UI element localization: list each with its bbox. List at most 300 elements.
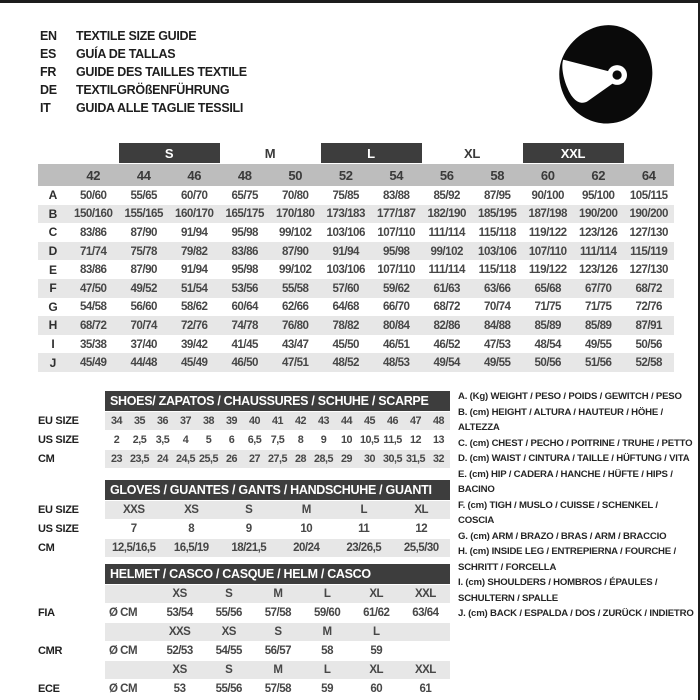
size-value: 37: [179, 415, 191, 427]
row-label: A: [48, 188, 58, 203]
measure-value: 87/91: [635, 318, 662, 332]
measure-value: 105/115: [629, 188, 668, 202]
size-value: 5: [205, 434, 212, 446]
measure-value: 85/89: [584, 318, 612, 332]
gloves-table-row-cm: [38, 539, 450, 557]
size-value: 31,5: [405, 453, 425, 465]
size-column-42: 42: [86, 167, 101, 183]
size-value: 10: [300, 523, 313, 535]
size-value: 61/62: [363, 607, 390, 619]
measure-value: 83/86: [231, 244, 258, 258]
size-value: 24: [156, 453, 168, 465]
measure-value: 70/80: [281, 188, 309, 202]
size-value: [401, 642, 450, 660]
measure-value: 45/49: [79, 356, 107, 370]
row-values: [105, 450, 450, 468]
row-label: EU SIZE: [38, 415, 79, 427]
measure-row-g: [38, 298, 674, 317]
measure-value: 71/75: [534, 300, 561, 314]
measure-value: 75/85: [332, 188, 359, 202]
row-values: [105, 585, 450, 603]
size-value: 25,5: [198, 453, 218, 465]
gloves-table-header: [38, 480, 450, 501]
size-value: 24,5: [175, 453, 195, 465]
lang-code: FR: [40, 65, 57, 79]
measure-value: 47/53: [483, 337, 511, 351]
diameter-prefix: [105, 661, 155, 679]
measure-value: 85/92: [433, 188, 460, 202]
size-value: 6: [228, 434, 235, 446]
measure-value: 170/180: [276, 207, 315, 221]
measure-value: 71/75: [584, 300, 612, 314]
row-label: J: [49, 355, 57, 370]
row-label: CM: [38, 453, 55, 465]
corner-spacer: [38, 164, 68, 186]
measure-value: 91/94: [180, 225, 208, 239]
measure-value: 107/110: [377, 263, 416, 277]
row-values: [105, 431, 450, 449]
size-value: 10,5: [359, 434, 379, 446]
legend-item-b: B. (cm) HEIGHT / ALTURA / HAUTEUR / HÖHE / ALTEZZA: [458, 406, 663, 433]
legend-item-j: J. (cm) BACK / ESPALDA / DOS / ZURÜCK / INDIETRO: [458, 608, 694, 619]
measure-row-h: [38, 316, 674, 335]
measure-value: 185/195: [478, 207, 517, 221]
size-value: 18/21,5: [231, 542, 267, 554]
diameter-prefix: [105, 585, 155, 603]
row-values: [105, 520, 450, 538]
size-value: 2: [113, 434, 120, 446]
size-value: 52/53: [166, 645, 193, 657]
measure-value: 68/72: [433, 300, 460, 314]
measure-value: 155/165: [124, 207, 163, 221]
size-value: L: [372, 626, 380, 638]
measure-value: 65/75: [231, 188, 258, 202]
size-value: 56/57: [264, 645, 292, 657]
measure-value: 72/76: [635, 300, 662, 314]
measure-value: 83/86: [79, 263, 107, 277]
measure-value: 190/200: [629, 207, 668, 221]
size-value: 11,5: [383, 434, 402, 446]
measure-value: 55/58: [281, 281, 309, 295]
measure-value: 47/50: [79, 281, 107, 295]
measure-row-e: [38, 260, 674, 279]
size-value: XXL: [414, 588, 436, 600]
measure-value: 60/64: [231, 300, 258, 314]
size-group-m: M: [264, 145, 276, 161]
corner-spacer: [38, 143, 68, 163]
measure-value: 95/100: [582, 188, 615, 202]
lang-text: GUIDE DES TAILLES TEXTILE: [76, 65, 247, 79]
measure-value: 49/54: [433, 356, 460, 370]
measure-value: 49/52: [130, 281, 157, 295]
size-value: 57/58: [264, 683, 292, 695]
measure-value: 64/68: [332, 300, 359, 314]
size-value: 42: [294, 415, 306, 427]
size-column-44: 44: [136, 167, 151, 183]
measure-value: 95/98: [231, 225, 258, 239]
size-value: 30: [363, 453, 375, 465]
size-value: 3,5: [155, 434, 170, 446]
legend-item-g: G. (cm) ARM / BRAZO / BRAS / ARM / BRACCIO: [458, 530, 667, 542]
size-value: L: [323, 588, 331, 600]
diameter-prefix: [105, 623, 155, 641]
size-value: 4: [182, 434, 189, 446]
measure-value: 80/84: [382, 318, 410, 332]
legend-item-d: D. (cm) WAIST / CINTURA / TAILLE / HÜFTUNG / VITA: [458, 453, 690, 464]
lang-text: GUIDA ALLE TAGLIE TESSILI: [76, 101, 244, 115]
spacer: [38, 391, 105, 412]
measure-value: 115/119: [630, 244, 668, 258]
measure-value: 107/110: [377, 225, 416, 239]
row-label: F: [49, 281, 57, 296]
size-value: 41: [271, 415, 283, 427]
row-values: [105, 604, 450, 622]
size-value: 32: [432, 453, 444, 465]
measure-value: 87/90: [130, 263, 157, 277]
measure-value: 111/114: [580, 244, 617, 258]
measure-value: 111/114: [428, 225, 465, 239]
lang-text: TEXTILE SIZE GUIDE: [76, 29, 197, 43]
row-label: I: [51, 337, 55, 352]
measure-value: 67/70: [584, 281, 612, 295]
row-label: E: [48, 262, 57, 277]
measure-value: 56/60: [130, 300, 157, 314]
size-value: 43: [317, 415, 329, 427]
size-column-60: 60: [540, 167, 555, 183]
size-value: 60: [370, 683, 383, 695]
size-group-row: [38, 143, 674, 163]
measure-value: 50/60: [79, 188, 107, 202]
measure-value: 47/51: [281, 356, 309, 370]
main-size-table: [38, 143, 674, 372]
size-value: L: [323, 664, 331, 676]
size-value: 23,5: [129, 453, 149, 465]
size-group-empty: [624, 143, 675, 163]
size-value: 59: [321, 683, 333, 695]
helmet-table-row-cmr: [38, 642, 450, 660]
measure-value: 95/98: [382, 244, 410, 258]
legend-item-a: A. (Kg) WEIGHT / PESO / POIDS / GEWITCH / PESO: [458, 391, 682, 402]
measure-value: 37/40: [130, 337, 157, 351]
row-label: D: [48, 244, 58, 259]
size-group-empty: [68, 143, 119, 163]
measure-value: 91/94: [180, 263, 208, 277]
measure-value: 173/183: [326, 207, 365, 221]
measure-value: 111/114: [428, 263, 465, 277]
measure-value: 99/102: [430, 244, 463, 258]
measure-value: 45/50: [332, 337, 359, 351]
measure-value: 182/190: [427, 207, 466, 221]
size-column-50: 50: [288, 167, 303, 183]
size-value: 35: [133, 415, 145, 427]
measure-value: 79/82: [180, 244, 208, 258]
size-group-xl: XL: [463, 145, 480, 161]
measure-value: 54/58: [79, 300, 107, 314]
size-value: 55/56: [215, 683, 242, 695]
measure-value: 55/65: [130, 188, 157, 202]
measure-value: 45/49: [180, 356, 208, 370]
lang-text: TEXTILGRÖßENFÜHRUNG: [76, 83, 230, 97]
measure-value: 49/55: [584, 337, 612, 351]
diameter-prefix: Ø CM: [109, 607, 138, 619]
measure-value: 48/52: [332, 356, 359, 370]
size-value: S: [225, 588, 233, 600]
size-value: XXS: [122, 504, 145, 516]
size-column-46: 46: [187, 167, 202, 183]
spacer: [38, 564, 105, 585]
measure-value: 46/51: [382, 337, 410, 351]
measure-value: 61/63: [433, 281, 460, 295]
measure-value: 65/68: [534, 281, 561, 295]
measure-value: 74/78: [231, 318, 258, 332]
measure-value: 103/106: [326, 225, 365, 239]
helmet-table-row-sizes-0: [38, 585, 450, 603]
row-label: B: [48, 206, 58, 221]
helmet-table-row-fia: [38, 604, 450, 622]
row-values: [105, 642, 450, 660]
measure-value: 75/78: [130, 244, 157, 258]
size-value: XS: [172, 664, 187, 676]
measure-value: 51/54: [180, 281, 208, 295]
measure-row-d: [38, 242, 674, 261]
size-value: 7,5: [270, 434, 285, 446]
measure-value: 127/130: [629, 263, 668, 277]
row-label: US SIZE: [38, 434, 79, 446]
measure-value: 70/74: [130, 318, 157, 332]
gloves-table-row-us-size: [38, 520, 450, 538]
size-value: 55/56: [215, 607, 242, 619]
size-value: 28,5: [313, 453, 333, 465]
measure-row-j: [38, 353, 674, 372]
measure-value: 107/110: [528, 244, 567, 258]
row-label: [38, 623, 105, 641]
measure-value: 82/86: [433, 318, 460, 332]
size-value: 16,5/19: [173, 542, 209, 554]
gloves-table-title: GLOVES / GUANTES / GANTS / HANDSCHUHE / GUANTI: [105, 480, 450, 500]
diameter-prefix: Ø CM: [109, 645, 138, 657]
measure-row-i: [38, 335, 674, 354]
measure-value: 68/72: [79, 318, 107, 332]
size-group-xxl: XXL: [523, 143, 624, 163]
legend-item-c: C. (cm) CHEST / PECHO / POITRINE / TRUHE / PETTO: [458, 437, 693, 449]
measure-value: 78/82: [332, 318, 359, 332]
measure-value: 123/126: [579, 225, 618, 239]
measure-value: 160/170: [175, 207, 214, 221]
measure-value: 72/76: [180, 318, 208, 332]
size-value: XL: [414, 504, 429, 516]
legend-item-i: I. (cm) SHOULDERS / HOMBROS / ÉPAULES / SCHULTERN / SPALLE: [458, 577, 658, 604]
language-header: [40, 27, 247, 117]
measure-value: 66/70: [382, 300, 410, 314]
measure-value: 87/95: [483, 188, 511, 202]
size-value: 58: [321, 645, 333, 657]
size-value: S: [274, 626, 282, 638]
size-value: 29: [340, 453, 352, 465]
row-values: [105, 539, 450, 557]
measure-value: 71/74: [79, 244, 107, 258]
size-column-62: 62: [591, 167, 606, 183]
measure-value: 99/102: [279, 225, 312, 239]
size-value: XXL: [414, 664, 436, 676]
gloves-table: [38, 480, 450, 558]
spacer: [38, 480, 105, 501]
size-value: L: [360, 504, 368, 516]
size-value: S: [225, 664, 233, 676]
helmet-table-header: [38, 564, 450, 585]
legend-item-f: F. (cm) TIGH / MUSLO / CUISSE / SCHENKEL / COSCIA: [458, 499, 658, 526]
measure-value: 95/98: [231, 263, 258, 277]
size-value: 20/24: [293, 542, 320, 554]
shoes-table-header: [38, 391, 450, 412]
measure-value: 177/187: [377, 207, 416, 221]
size-value: XS: [184, 504, 199, 516]
measure-value: 60/70: [180, 188, 208, 202]
measure-value: 46/50: [231, 356, 258, 370]
row-label: EU SIZE: [38, 504, 79, 516]
size-value: 11: [358, 523, 370, 535]
row-values: [105, 623, 450, 641]
size-value: 10: [340, 434, 352, 446]
size-value: M: [273, 588, 283, 600]
size-value: 8: [188, 523, 195, 535]
measure-value: 87/90: [281, 244, 309, 258]
size-value: [401, 623, 450, 641]
measure-value: 91/94: [332, 244, 359, 258]
lang-row-es: [40, 45, 247, 63]
shoes-table-row-cm: [38, 450, 450, 468]
size-value: 25,5/30: [403, 542, 439, 554]
helmet-table-row-sizes-2: [38, 623, 450, 641]
measure-value: 49/55: [483, 356, 511, 370]
size-value: 48: [432, 415, 444, 427]
size-column-52: 52: [338, 167, 353, 183]
measure-value: 62/66: [281, 300, 309, 314]
measure-value: 90/100: [531, 188, 564, 202]
measure-value: 87/90: [130, 225, 157, 239]
size-value: 13: [432, 434, 444, 446]
measure-row-b: [38, 205, 674, 224]
size-group-l: L: [321, 143, 422, 163]
row-label: CM: [38, 542, 55, 554]
measure-value: 99/102: [279, 263, 312, 277]
size-value: 26: [225, 453, 237, 465]
size-value: 59/60: [313, 607, 341, 619]
measure-value: 58/62: [180, 300, 208, 314]
measure-row-a: [38, 186, 674, 205]
helmet-table: [38, 564, 450, 699]
measure-value: 35/38: [79, 337, 107, 351]
size-column-64: 64: [641, 167, 656, 183]
measure-value: 44/48: [130, 356, 157, 370]
measure-value: 84/88: [483, 318, 511, 332]
size-value: 12: [409, 434, 421, 446]
measure-value: 48/53: [382, 356, 410, 370]
measure-value: 190/200: [579, 207, 618, 221]
measure-value: 57/60: [332, 281, 359, 295]
gloves-table-row-eu-size: [38, 501, 450, 519]
measure-value: 70/74: [483, 300, 511, 314]
size-value: 9: [245, 523, 252, 535]
row-label: US SIZE: [38, 523, 79, 535]
size-value: 12: [415, 523, 428, 535]
measure-value: 103/106: [478, 244, 517, 258]
shoes-table-row-us-size: [38, 431, 450, 449]
row-label: C: [48, 225, 58, 240]
measure-value: 53/56: [231, 281, 258, 295]
measure-value: 103/106: [326, 263, 365, 277]
shoes-table: [38, 391, 450, 469]
row-label: H: [48, 318, 58, 333]
lang-row-de: [40, 81, 247, 99]
size-value: 30,5: [382, 453, 402, 465]
size-value: 2,5: [132, 434, 147, 446]
diameter-prefix: Ø CM: [109, 683, 138, 695]
measure-value: 150/160: [74, 207, 113, 221]
row-label: [38, 661, 105, 679]
measure-value: 52/58: [635, 356, 662, 370]
size-value: 45: [363, 415, 375, 427]
measure-value: 39/42: [180, 337, 208, 351]
row-values: [105, 501, 450, 519]
row-values: [105, 661, 450, 679]
shoes-table-title: SHOES/ ZAPATOS / CHAUSSURES / SCHUHE / SCARPE: [105, 391, 450, 411]
lang-code: IT: [40, 101, 51, 115]
size-value: 8: [297, 434, 304, 446]
row-values: [105, 680, 450, 698]
measure-value: 51/56: [584, 356, 612, 370]
size-value: 46: [386, 415, 398, 427]
size-column-54: 54: [389, 167, 404, 183]
lang-row-it: [40, 99, 247, 117]
measure-value: 76/80: [281, 318, 309, 332]
row-values: [105, 412, 450, 430]
measure-value: 50/56: [635, 337, 662, 351]
size-value: 23: [110, 453, 122, 465]
size-group-s: S: [119, 143, 220, 163]
size-column-56: 56: [439, 167, 454, 183]
measure-value: 83/86: [79, 225, 107, 239]
row-label: G: [48, 299, 58, 314]
size-value: 53: [173, 683, 186, 695]
size-value: 54/55: [215, 645, 242, 657]
size-value: XL: [369, 588, 384, 600]
measure-value: 165/175: [225, 207, 264, 221]
measure-value: 59/62: [382, 281, 410, 295]
size-value: 9: [320, 434, 327, 446]
measure-value: 43/47: [281, 337, 309, 351]
lang-row-fr: [40, 63, 247, 81]
helmet-table-body: [38, 585, 450, 698]
measurement-legend: [458, 389, 696, 622]
size-value: 38: [202, 415, 214, 427]
measure-value: 119/122: [528, 225, 567, 239]
size-value: 12,5/16,5: [112, 542, 156, 554]
size-value: 34: [110, 415, 122, 427]
measure-value: 41/45: [231, 337, 258, 351]
size-value: 27: [248, 453, 260, 465]
size-value: 53/54: [166, 607, 193, 619]
lang-code: DE: [40, 83, 57, 97]
shoes-table-body: [38, 412, 450, 468]
measure-value: 63/66: [483, 281, 511, 295]
size-value: S: [245, 504, 253, 516]
measure-value: 83/88: [382, 188, 410, 202]
measure-value: 187/198: [528, 207, 567, 221]
size-value: 59: [370, 645, 383, 657]
size-value: 36: [156, 415, 168, 427]
size-value: 40: [248, 415, 260, 427]
size-value: 47: [409, 415, 421, 427]
